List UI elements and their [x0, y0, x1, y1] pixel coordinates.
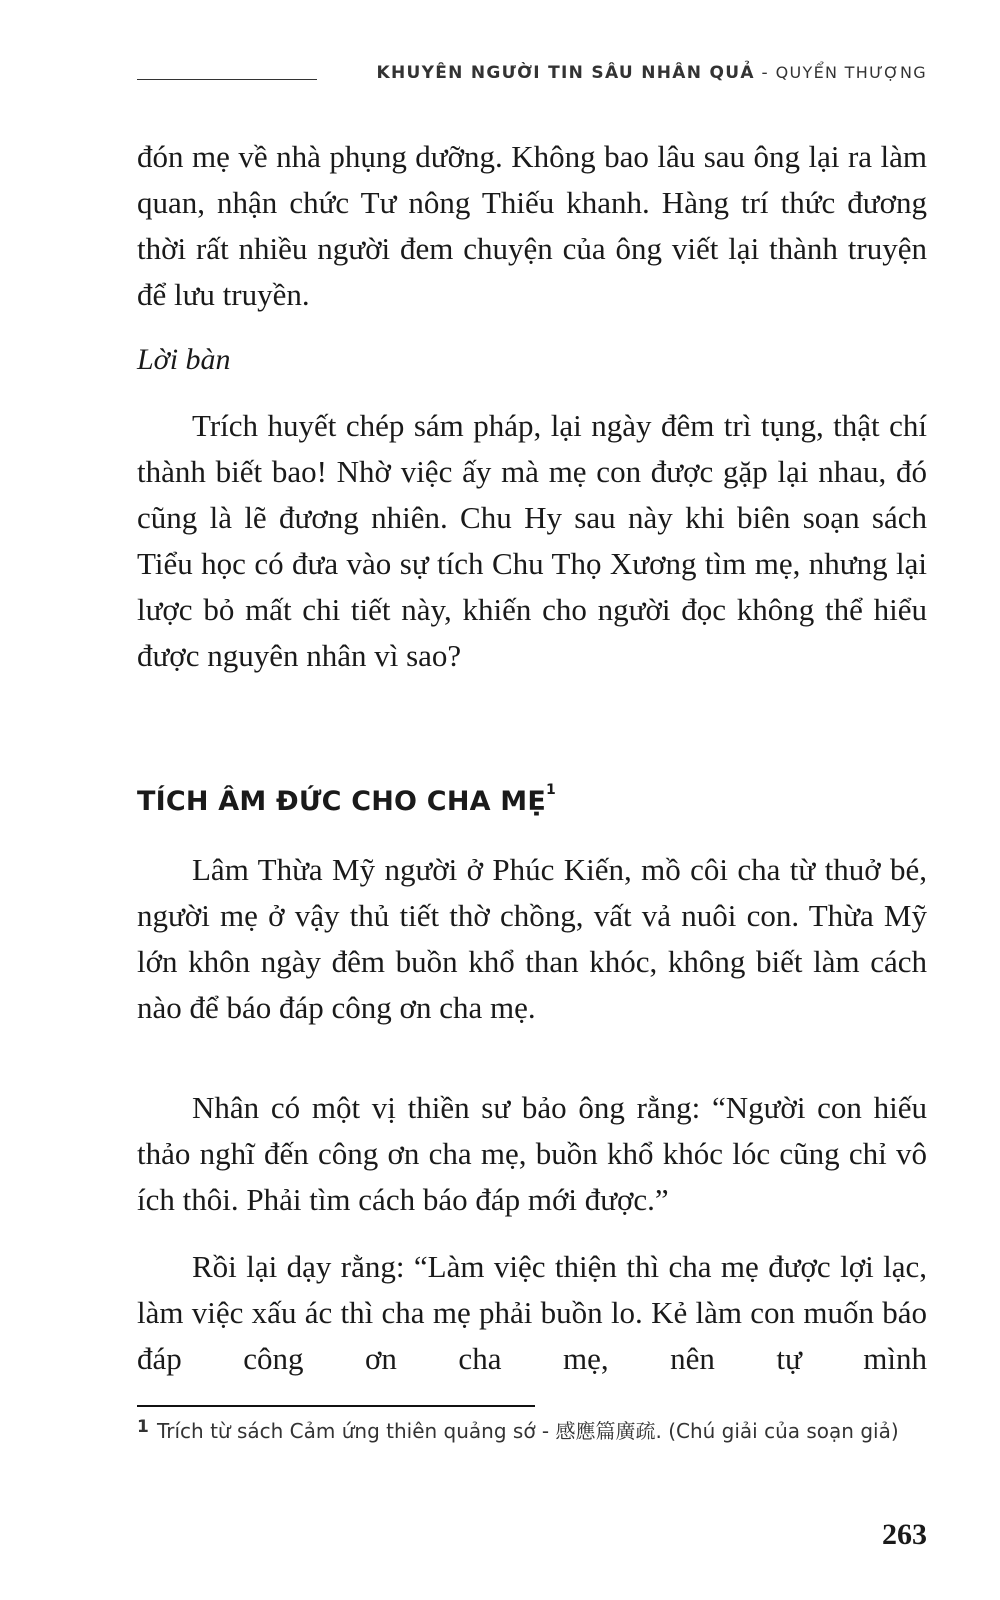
header-text	[377, 63, 928, 83]
section-heading	[137, 782, 556, 817]
running-header	[137, 60, 927, 90]
paragraph-story-2: Nhân có một vị thiền sư bảo ông rằng: “Người con hiếu thảo nghĩ đến công ơn cha mẹ, buồn khổ khóc lóc cũng chỉ vô ích thôi. Phải tìm cách báo đáp mới được.”	[137, 1090, 927, 1217]
footnote-rule	[137, 1405, 535, 1407]
footnote-text: Trích từ sách Cảm ứng thiên quảng sớ - 感應篇廣疏. (Chú giải của soạn giả)	[157, 1419, 899, 1443]
volume-title: QUYỂN THƯỢNG	[775, 63, 927, 82]
paragraph-continuation: đón mẹ về nhà phụng dưỡng. Không bao lâu sau ông lại ra làm quan, nhận chức Tư nông Thiếu khanh. Hàng trí thức đương thời rất nhiều người đem chuyện của ông viết lại thành truyện để lưu truyền.	[137, 139, 927, 312]
header-rule	[137, 79, 317, 80]
paragraph-commentary: Trích huyết chép sám pháp, lại ngày đêm trì tụng, thật chí thành biết bao! Nhờ việc ấy mà mẹ con được gặp lại nhau, đó cũng là lẽ đương nhiên. Chu Hy sau này khi biên soạn sách Tiểu học có đưa vào sự tích Chu Thọ Xương tìm mẹ, nhưng lại lược bỏ mất chi tiết này, khiến cho người đọc không thể hiểu được nguyên nhân vì sao?	[137, 408, 927, 673]
section-title-text: TÍCH ÂM ĐỨC CHO CHA MẸ	[137, 786, 547, 817]
paragraph-story-3: Rồi lại dạy rằng: “Làm việc thiện thì cha mẹ được lợi lạc, làm việc xấu ác thì cha mẹ phải buồn lo. Kẻ làm con muốn báo đáp công ơn cha mẹ, nên tự mình	[137, 1249, 927, 1376]
footnote	[137, 1416, 927, 1446]
footnote-number: 1	[137, 1417, 149, 1437]
header-separator: -	[754, 63, 776, 83]
commentary-label: Lời bàn	[137, 343, 231, 376]
paragraph-story-1: Lâm Thừa Mỹ người ở Phúc Kiến, mồ côi cha từ thuở bé, người mẹ ở vậy thủ tiết thờ chồng, vất vả nuôi con. Thừa Mỹ lớn khôn ngày đêm buồn khổ than khóc, không biết làm cách nào để báo đáp công ơn cha mẹ.	[137, 852, 927, 1025]
footnote-marker: 1	[546, 782, 556, 798]
page-number: 263	[882, 1518, 927, 1551]
book-title: KHUYÊN NGƯỜI TIN SÂU NHÂN QUẢ	[376, 63, 755, 83]
